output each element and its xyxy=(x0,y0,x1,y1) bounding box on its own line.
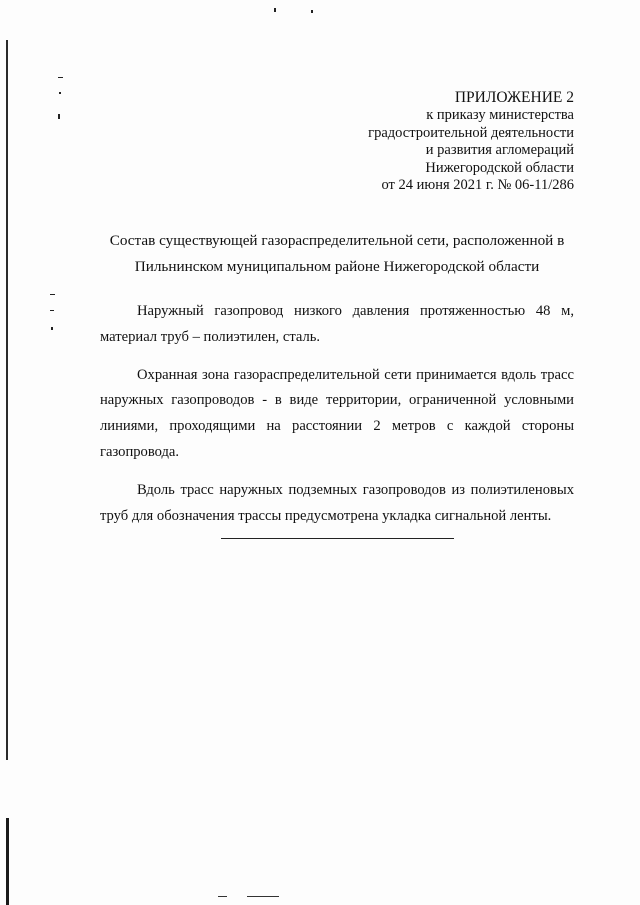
scan-speck xyxy=(218,896,227,897)
appendix-line: к приказу министерства xyxy=(426,107,574,123)
appendix-line: градостроительной деятельности xyxy=(368,124,574,141)
document-body xyxy=(100,299,574,541)
heading-line: Состав существующей газораспределительной сети, расположенной в xyxy=(109,232,565,249)
appendix-line: Нижегородской области xyxy=(425,159,574,176)
paragraph: Охранная зона газораспределительной сети принимается вдоль трасс наружных газопроводов - в виде территории, ограниченной условными линиями, проходящими на расстоянии 2 метров с каждой стороны газопровода. xyxy=(100,366,574,460)
scan-speck xyxy=(247,896,279,897)
scan-speck xyxy=(274,8,276,12)
scan-speck xyxy=(58,77,63,78)
scan-speck xyxy=(59,92,61,94)
paragraph: Вдоль трасс наружных подземных газопроводов из полиэтиленовых труб для обозначения трассы предусмотрена укладка сигнальной ленты. xyxy=(100,481,574,524)
scan-speck xyxy=(50,294,55,295)
appendix-line: и развития агломераций xyxy=(425,142,574,158)
scan-speck xyxy=(58,114,60,119)
scan-speck xyxy=(50,310,54,311)
appendix-title: ПРИЛОЖЕНИЕ 2 xyxy=(454,89,574,106)
appendix-line: от 24 июня 2021 г. № 06-11/286 xyxy=(381,177,574,193)
appendix-block xyxy=(368,88,574,195)
scan-speck xyxy=(311,10,313,13)
document-heading xyxy=(100,228,574,280)
heading-line: Пильнинском муниципальном районе Нижегородской области xyxy=(134,258,540,275)
paragraph: Наружный газопровод низкого давления протяженностью 48 м, материал труб – полиэтилен, сталь. xyxy=(100,303,574,345)
separator-line xyxy=(221,538,454,539)
scan-edge-artifact xyxy=(6,818,9,905)
scan-speck xyxy=(51,327,53,330)
scan-edge-artifact xyxy=(6,40,8,760)
